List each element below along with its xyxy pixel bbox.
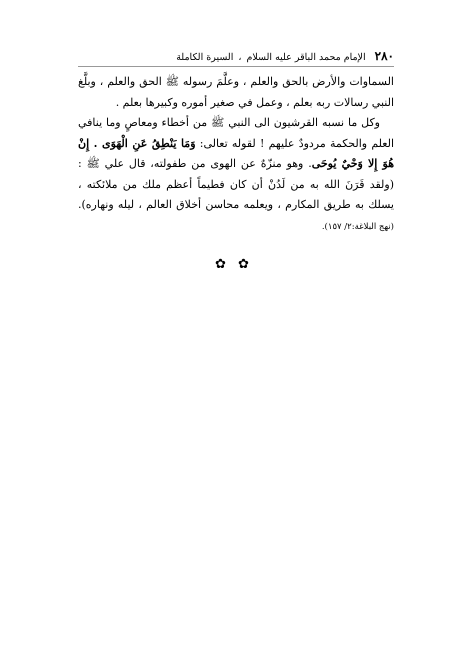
header-subtitle: السيرة الكاملة (176, 52, 234, 63)
page-body (78, 72, 394, 237)
header-title: الإمام محمد الباقر (294, 52, 366, 63)
paragraph-1: السماوات والأرض بالحق والعلم ، وعلَّمَ رسوله ﷺ الحق والعلم ، وبلَّغ النبي رسالات ربه بعلم ، وعمل في صغير أموره وكبيرها بعلم . (78, 75, 394, 109)
page-number: ٢٨٠ (374, 49, 394, 63)
section-ornament: ✿ ✿ (215, 257, 253, 272)
header-separator: ، (238, 52, 242, 63)
running-header (78, 46, 394, 67)
header-honorific: عليه السلام (246, 52, 292, 63)
paragraph-2 (78, 113, 394, 237)
source-citation: (نهج البلاغة:٢/ ١٥٧). (321, 221, 394, 232)
paragraph-2-intro: وكل ما نسبه القرشيون الى النبي ﷺ من أخطاء ومعاصٍ وما ينافي العلم والحكمة مردودٌ عليهم ! لقوله تعالى: (78, 116, 395, 150)
quran-quote: وَمَا يَنْطِقُ عَنِ الْهَوَى . إِنْ هُوَ إِلا وَحْيٌ يُوحَى (78, 136, 394, 170)
paragraph-2-middle: . وهو منزّهٌ عن الهوى من طفولته، قال علي ﷺ : (ولقد قَرَنَ الله به من لَدُنْ أن كان فطيماً أعظم ملك من ملائكته ، يسلك به طريق المكارم ، ويعلمه محاسن أخلاق العالم ، ليله ونهاره). (78, 157, 394, 211)
